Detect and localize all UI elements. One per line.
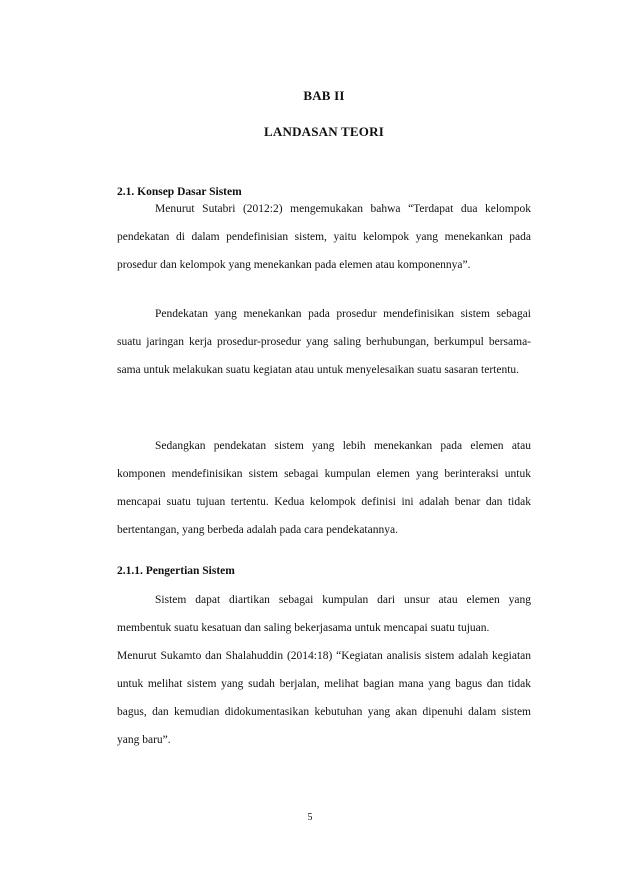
paragraph-system-definition: Sistem dapat diartikan sebagai kumpulan dari unsur atau elemen yang membentuk suatu kesatuan dan saling bekerjasama untuk mencapai suatu tujuan. bbox=[117, 594, 531, 634]
section-heading-2-1-1: 2.1.1. Pengertian Sistem bbox=[117, 565, 235, 577]
paragraph-sutabri-definition: Menurut Sutabri (2012:2) mengemukakan bahwa “Terdapat dua kelompok pendekatan di dalam pendefinisian sistem, yaitu kelompok yang menekankan pada prosedur dan kelompok yang menekankan pada elemen atau komponennya”. bbox=[117, 203, 531, 271]
paragraph-sukamto-quote: Menurut Sukamto dan Shalahuddin (2014:18) “Kegiatan analisis sistem adalah kegiatan untuk melihat sistem yang sudah berjalan, melihat bagian mana yang bagus dan tidak bagus, dan kemudian didokumentasikan kebutuhan yang akan dipenuhi dalam sistem yang baru”. bbox=[117, 650, 531, 746]
section-heading-2-1: 2.1. Konsep Dasar Sistem bbox=[117, 186, 242, 198]
page-number: 5 bbox=[307, 812, 313, 823]
chapter-title: LANDASAN TEORI bbox=[264, 124, 384, 139]
paragraph-element-approach: Sedangkan pendekatan sistem yang lebih menekankan pada elemen atau komponen mendefinisikan sistem sebagai kumpulan elemen yang berinteraksi untuk mencapai suatu tujuan tertentu. Kedua kelompok definisi ini adalah benar dan tidak bertentangan, yang berbeda adalah pada cara pendekatannya. bbox=[117, 440, 531, 536]
paragraph-procedure-approach: Pendekatan yang menekankan pada prosedur mendefinisikan sistem sebagai suatu jaringan kerja prosedur-prosedur yang saling berhubungan, berkumpul bersama-sama untuk melakukan suatu kegiatan atau untuk menyelesaikan suatu sasaran tertentu. bbox=[117, 308, 531, 376]
chapter-label: BAB II bbox=[303, 88, 345, 103]
